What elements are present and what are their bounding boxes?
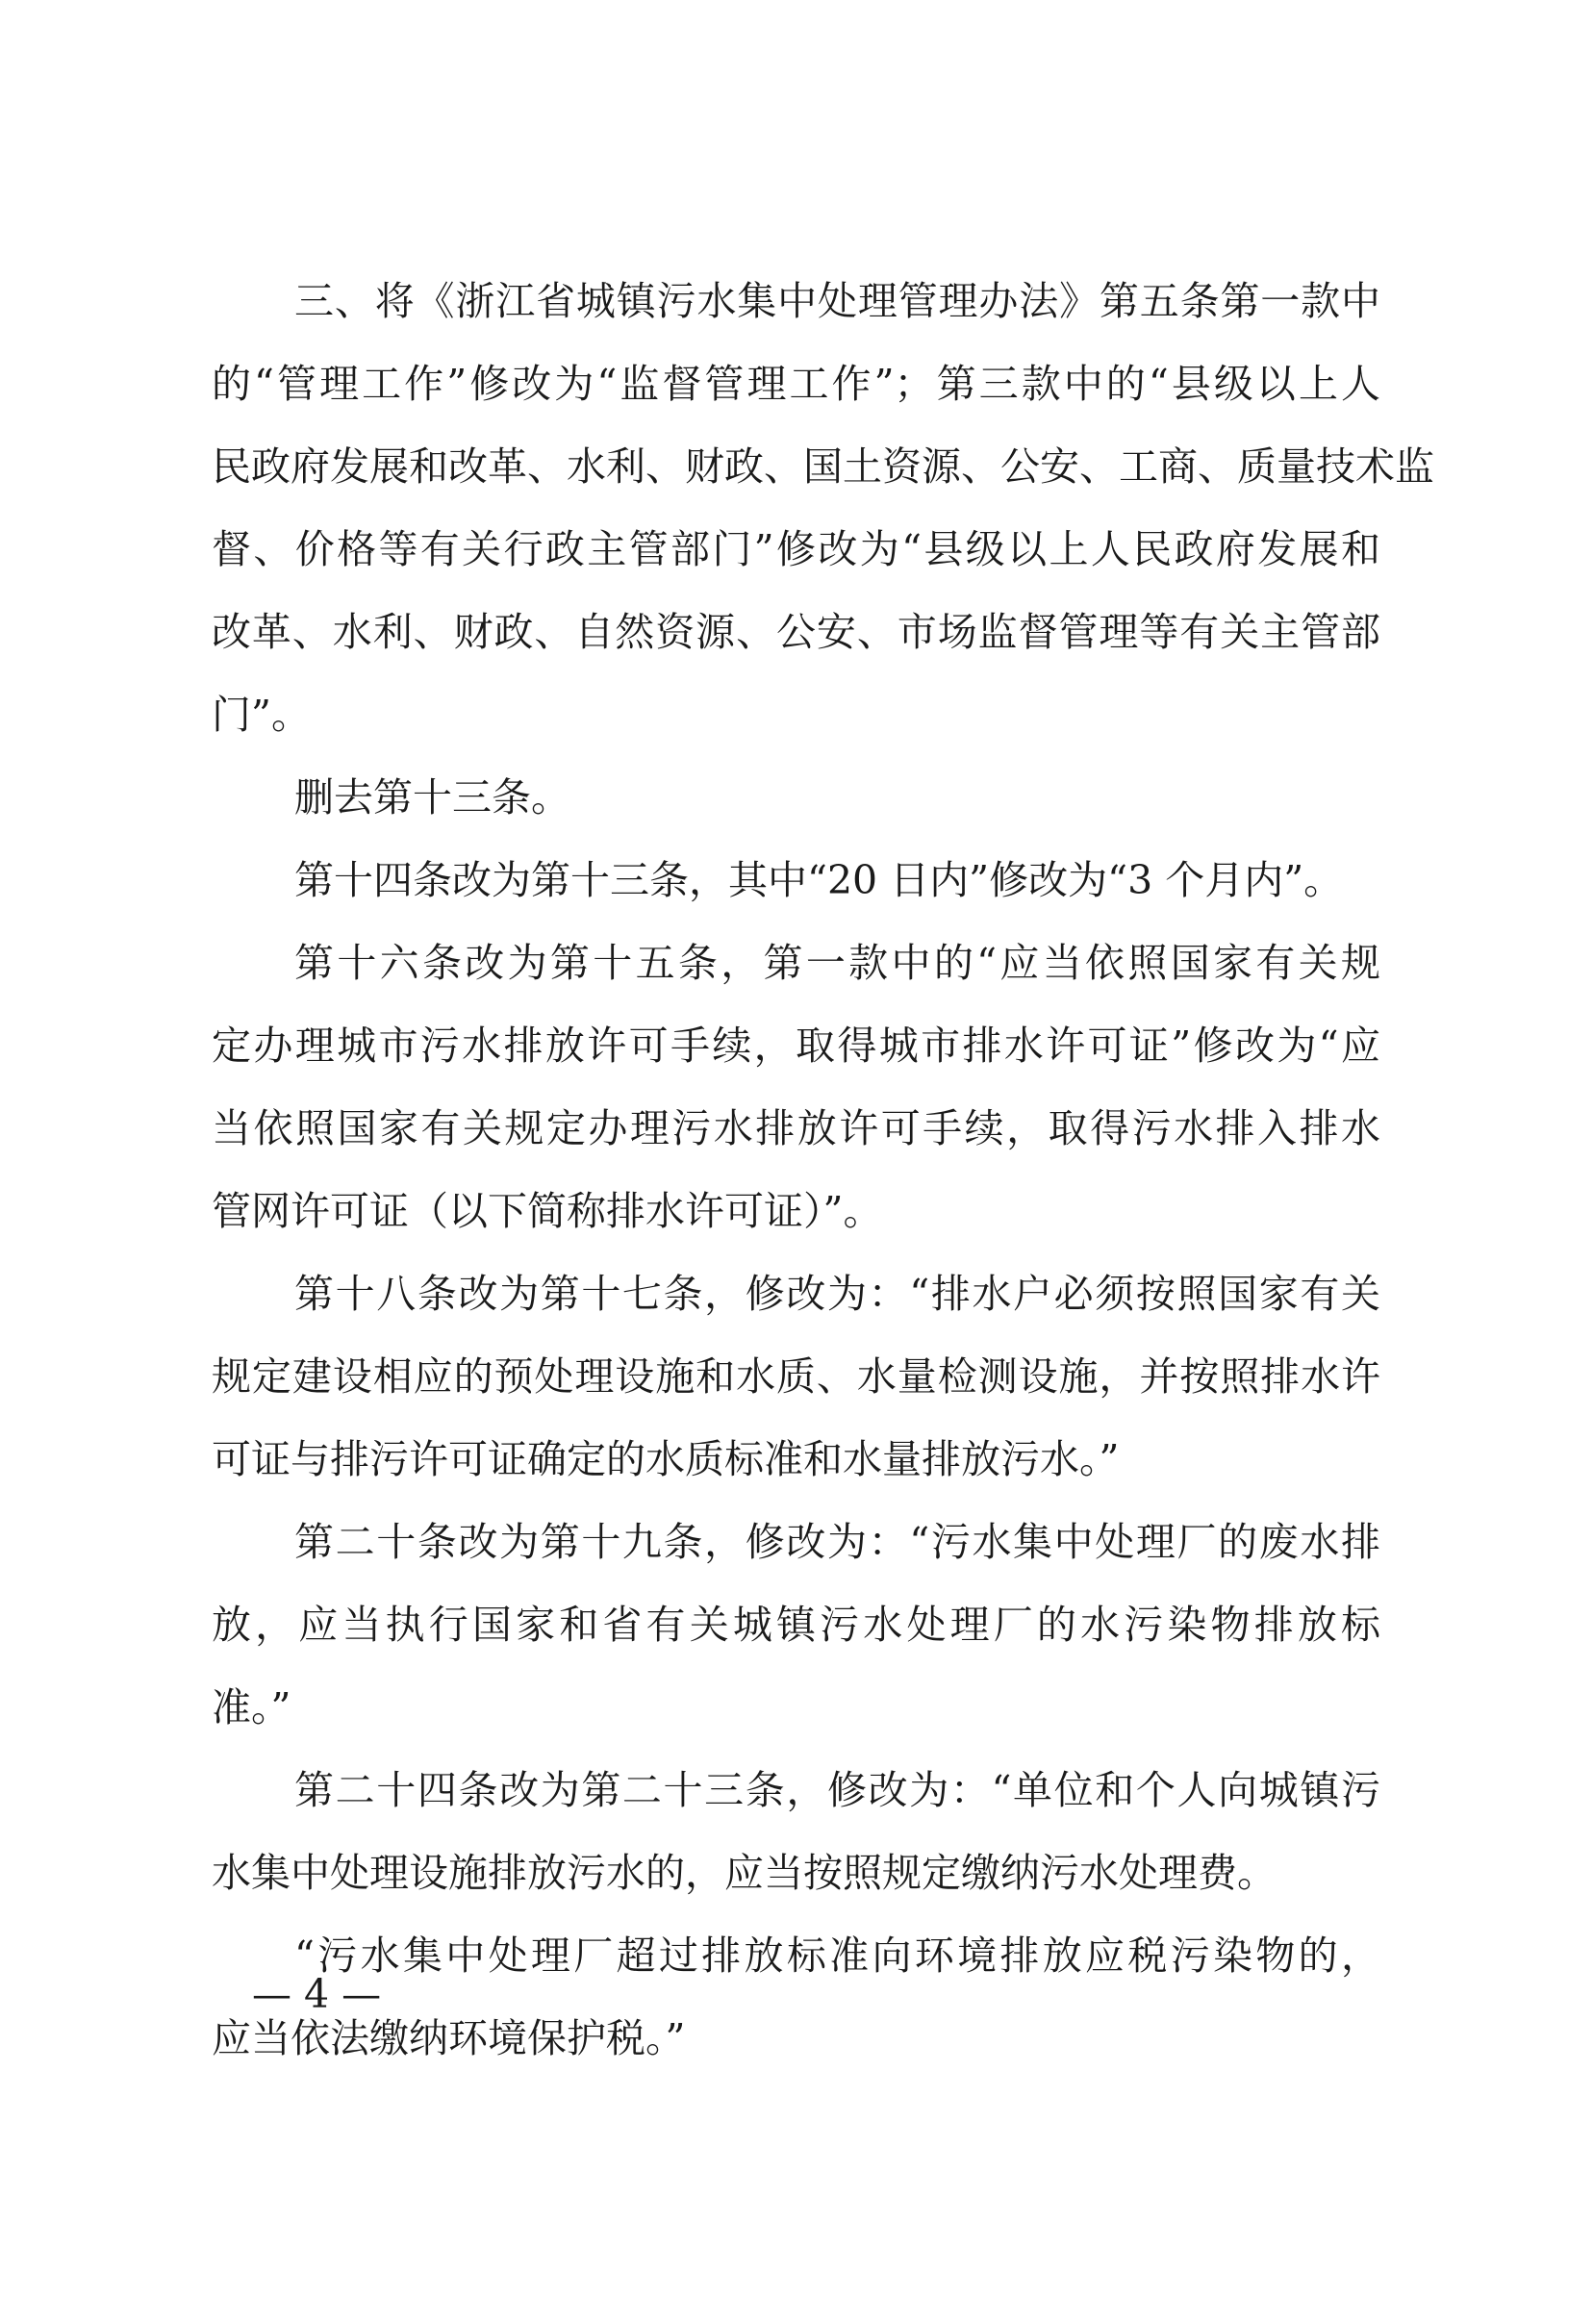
page-number: — 4 — — [252, 1971, 382, 2017]
text-line: 的“管理工作”修改为“监督管理工作”；第三款中的“县级以上人 — [212, 361, 1380, 407]
text-line: 三、将《浙江省城镇污水集中处理管理办法》第五条第一款中 — [294, 278, 1380, 324]
text-line: 放，应当执行国家和省有关城镇污水处理厂的水污染物排放标 — [212, 1602, 1380, 1648]
text-line: 第十四条改为第十三条，其中“20 日内”修改为“3 个月内”。 — [294, 857, 1344, 903]
text-line: 第二十条改为第十九条，修改为：“污水集中处理厂的废水排 — [294, 1519, 1380, 1565]
text-line: 改革、水利、财政、自然资源、公安、市场监督管理等有关主管部 — [212, 609, 1380, 655]
text-line: 删去第十三条。 — [294, 774, 570, 821]
text-line: 第十八条改为第十七条，修改为：“排水户必须按照国家有关 — [294, 1271, 1380, 1317]
text-line: 第十六条改为第十五条，第一款中的“应当依照国家有关规 — [294, 940, 1380, 986]
text-line: 第二十四条改为第二十三条，修改为：“单位和个人向城镇污 — [294, 1767, 1380, 1813]
text-line: 管网许可证（以下简称排水许可证）”。 — [212, 1188, 883, 1234]
text-line: 可证与排污许可证确定的水质标准和水量排放污水。” — [212, 1436, 1120, 1482]
text-line: “污水集中处理厂超过排放标准向环境排放应税污染物的， — [294, 1932, 1380, 1979]
text-line: 督、价格等有关行政主管部门”修改为“县级以上人民政府发展和 — [212, 526, 1380, 572]
text-line: 定办理城市污水排放许可手续，取得城市排水许可证”修改为“应 — [212, 1023, 1380, 1069]
text-line: 应当依法缴纳环境保护税。” — [212, 2015, 686, 2061]
text-line: 当依照国家有关规定办理污水排放许可手续，取得污水排入排水 — [212, 1105, 1380, 1151]
text-line: 水集中处理设施排放污水的，应当按照规定缴纳污水处理费。 — [212, 1850, 1277, 1896]
text-line: 准。” — [212, 1684, 291, 1730]
text-line: 门”。 — [212, 692, 311, 738]
document-body — [212, 260, 1434, 2080]
text-line: 民政府发展和改革、水利、财政、国土资源、公安、工商、质量技术监 — [212, 443, 1434, 490]
text-line: 规定建设相应的预处理设施和水质、水量检测设施，并按照排水许 — [212, 1353, 1380, 1400]
